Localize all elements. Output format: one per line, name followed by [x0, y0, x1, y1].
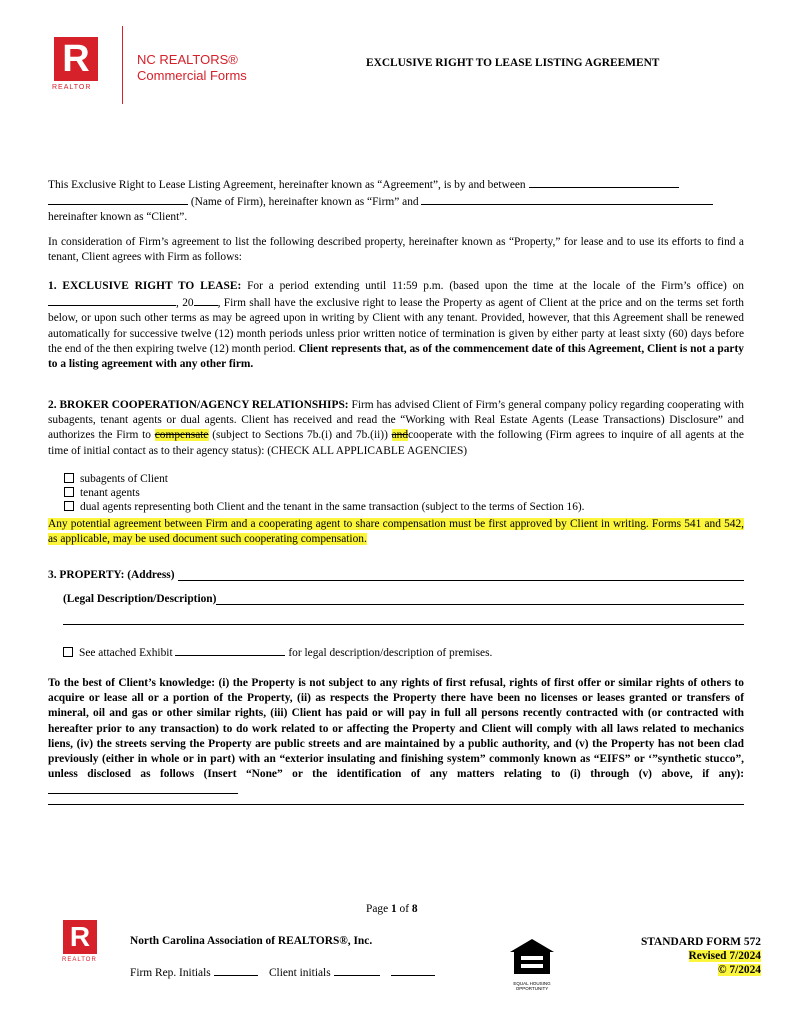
realtor-r-icon: R — [62, 37, 90, 80]
client-name-line-2[interactable] — [421, 193, 713, 205]
org-line2: Commercial Forms — [137, 68, 247, 83]
checkbox[interactable] — [64, 487, 74, 497]
disclosure-line-2[interactable] — [48, 804, 744, 805]
intro-text-c: hereinafter known as “Client”. — [48, 211, 188, 224]
page-number — [366, 903, 418, 915]
option-label: tenant agents — [80, 487, 140, 499]
legal-description-row — [63, 593, 744, 605]
firm-initials-label: Firm Rep. Initials — [130, 967, 211, 979]
section-1-heading: 1. EXCLUSIVE RIGHT TO LEASE: — [48, 280, 242, 292]
section-1-text-b: , Firm shall have the exclusive right to lease the Property as agent of Client at the price and on the terms set forth below, or upon such other terms as may be agreed upon in writing by Client with any tenant. Provided, however, that this Agreement shall be renewed automatically for successive twelve (12) month periods unless prior written notice of termination is given by either party at least sixty (60) days before the end of the then expiring twelve (12) month period. — [48, 297, 744, 355]
expiration-date-line[interactable] — [48, 294, 176, 306]
revised-date: Revised 7/2024 — [688, 950, 761, 962]
client-knowledge-paragraph — [48, 676, 744, 800]
association-name: North Carolina Association of REALTORS®, Inc. — [130, 935, 373, 947]
exhibit-line[interactable] — [175, 644, 285, 656]
checkbox[interactable] — [64, 473, 74, 483]
highlighted-notice: Any potential agreement between Firm and a cooperating agent to share compensation must be first approved by Client in writing. Forms 541 and 542, as applicable, may be used document such cooperating compensation. — [48, 518, 744, 546]
agency-option-tenant-agents[interactable] — [64, 486, 585, 500]
strikethrough-and: and — [391, 429, 409, 442]
section-1-bold-text: Client represents that, as of the commencement date of this Agreement, Client is not a party to a listing agreement with any other firm. — [48, 342, 744, 371]
exhibit-text-b: for legal description/description of premises. — [288, 647, 493, 659]
section-2-text-c: cooperate with the following (Firm agrees to inquire of all agents at the time of initial contact as to their agency status): (CHECK ALL APPLICABLE AGENCIES) — [48, 429, 744, 457]
disclosure-line[interactable] — [48, 782, 238, 794]
legal-description-line[interactable] — [216, 593, 744, 605]
agency-option-dual-agents[interactable] — [64, 500, 585, 514]
consideration-paragraph: In consideration of Firm’s agreement to list the following described property, hereinafter known as “Property,” for lease and to use its efforts to find a tenant, Client agrees with Firm as follows: — [48, 236, 744, 264]
header-divider — [122, 26, 123, 104]
copyright-date: © 7/2024 — [718, 964, 761, 976]
page-prefix: Page — [366, 903, 391, 915]
section-2-heading: 2. BROKER COOPERATION/AGENCY RELATIONSHIPS: — [48, 399, 349, 411]
knowledge-text: To the best of Client’s knowledge: (i) the Property is not subject to any rights of first refusal, rights of first offer or similar rights of others to acquire or lease all or a portion of the Property, (ii) as respects the Property there have been no licenses or leases granted or transfers of mineral, oil and gas or other similar rights, (iii) Client has paid or will pay in full all persons recently contracted with (or contracted with hereafter prior to any transaction) to do work related to or affecting the Property and Client will comply with all laws related to mechanics liens, (iv) the streets serving the Property are public streets and are maintained by a public authority, and (v) the Property has not been clad previously (either in whole or in part) with an “exterior insulating and finishing system” commonly known as “EIFS” or ‘”synthetic stucco”, unless disclosed as follows (Insert “None” or the identification of any matters relating to (i) through (v) above, if any): — [48, 677, 744, 781]
page-total: 8 — [411, 903, 418, 915]
section-1 — [48, 279, 744, 372]
year-line[interactable] — [194, 294, 218, 306]
equal-housing-icon — [504, 938, 560, 976]
compensation-notice — [48, 517, 744, 547]
option-label: subagents of Client — [80, 473, 168, 485]
client-name-line[interactable] — [529, 176, 679, 188]
property-heading: 3. PROPERTY: (Address) — [48, 569, 175, 581]
page-title: EXCLUSIVE RIGHT TO LEASE LISTING AGREEMENT — [366, 57, 660, 69]
form-name: STANDARD FORM 572 — [640, 936, 761, 948]
property-address-row — [48, 569, 744, 581]
option-label: dual agents representing both Client and the tenant in the same transaction (subject to the terms of Section 16). — [80, 501, 585, 513]
realtor-logo-word: REALTOR — [52, 84, 92, 91]
realtor-r-icon: R — [69, 921, 91, 952]
footer-realtor-word: REALTOR — [62, 957, 97, 963]
exhibit-row — [63, 644, 492, 659]
equal-housing-logo — [504, 938, 560, 991]
section-2-text-a: Firm has advised Client of Firm’s general company policy regarding cooperating with subagents, tenant agents or dual agents. Client has received and read the “Working with Real Estate Agents (Lease Transactions) Disclosure” and authorizes the Firm to — [48, 399, 744, 442]
intro-paragraph — [48, 176, 744, 226]
exhibit-checkbox[interactable] — [63, 647, 73, 657]
page-current: 1 — [391, 903, 397, 915]
page-of: of — [396, 903, 412, 915]
form-info — [641, 935, 761, 977]
section-2 — [48, 398, 744, 459]
agency-option-subagents[interactable] — [64, 472, 585, 486]
client-initials-line-1[interactable] — [334, 964, 380, 976]
intro-text-a: This Exclusive Right to Lease Listing Agreement, hereinafter known as “Agreement”, is by and between — [48, 179, 526, 191]
client-initials-line-2[interactable] — [391, 964, 435, 976]
equal-housing-text — [504, 981, 560, 991]
exhibit-text-a: See attached Exhibit — [79, 647, 173, 659]
eho-line1: EQUAL HOUSING — [513, 981, 551, 986]
client-initials-label: Client initials — [268, 967, 331, 979]
realtor-logo — [54, 37, 98, 81]
checkbox[interactable] — [64, 501, 74, 511]
footer-realtor-logo — [63, 920, 97, 954]
agency-checklist — [64, 472, 585, 514]
property-address-line[interactable] — [178, 569, 745, 581]
eho-line2: OPPORTUNITY — [515, 986, 549, 991]
org-line1: NC REALTORS® — [137, 52, 238, 67]
section-1-text-a: For a period extending until 11:59 p.m. (based upon the time at the locale of the Firm’s office) on — [247, 280, 744, 292]
year-prefix: , 20 — [176, 297, 194, 310]
legal-description-label: (Legal Description/Description) — [63, 593, 217, 605]
firm-name-line[interactable] — [48, 193, 188, 205]
section-2-text-b: (subject to Sections 7b.(i) and 7b.(ii)) — [212, 429, 388, 442]
org-name — [137, 52, 247, 84]
firm-initials-line[interactable] — [214, 964, 258, 976]
legal-description-line-2[interactable] — [63, 624, 744, 625]
intro-text-b: (Name of Firm), hereinafter known as “Firm” and — [190, 196, 419, 209]
strikethrough-compensate: compensate — [154, 429, 209, 442]
initials-row — [130, 964, 435, 979]
